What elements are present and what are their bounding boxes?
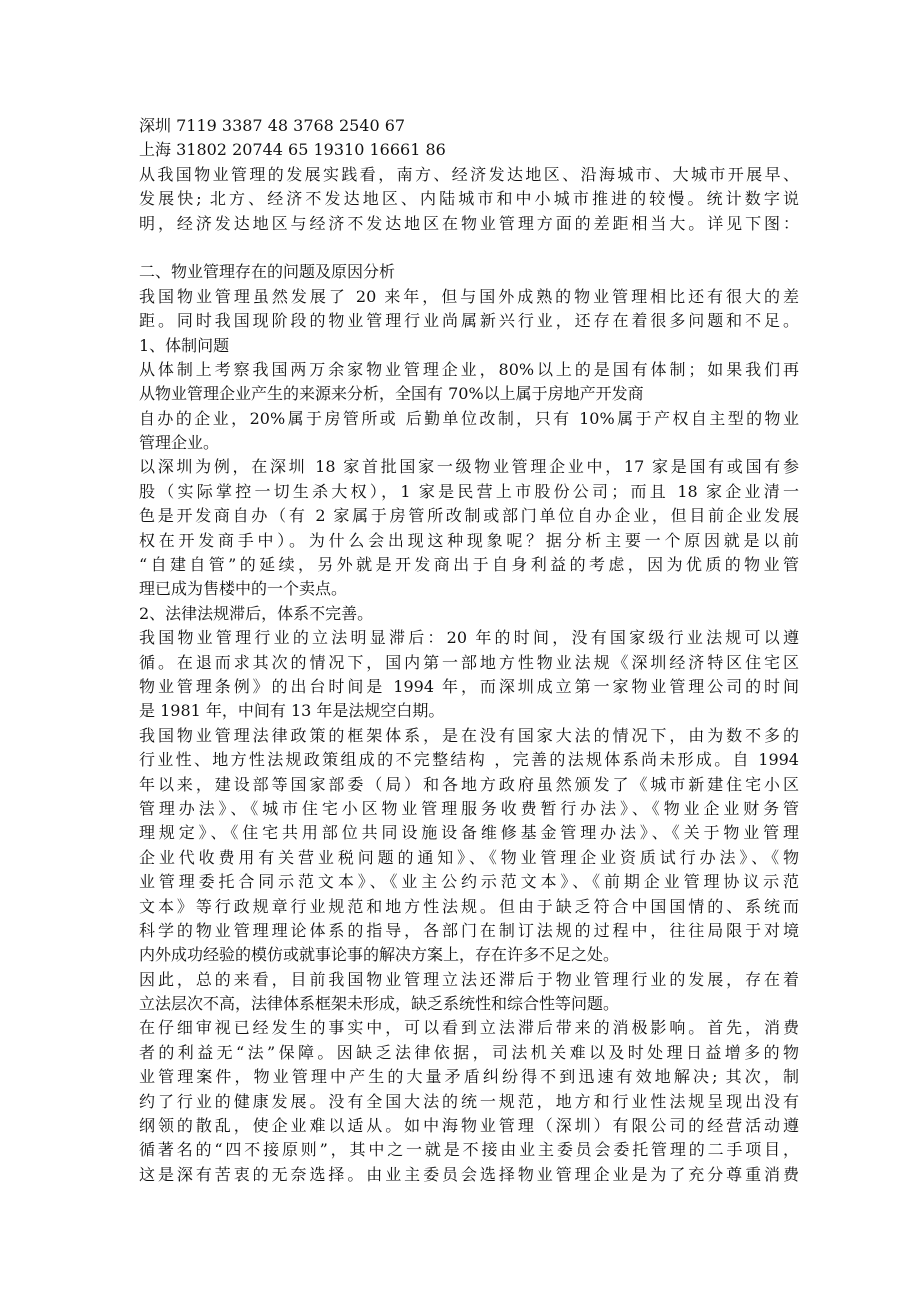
text-line: 上海 31802 20744 65 19310 16661 86 <box>139 140 446 160</box>
text-line: 立法层次不高，法律体系框架未形成，缺乏系统性和综合性等问题。 <box>139 994 620 1014</box>
text-line: 文本》等行政规章行业规范和地方性法规。但由于缺乏符合中国国情的、系统而 <box>139 896 799 916</box>
text-line: 管理办法》、《城市住宅小区物业管理服务收费暂行办法》、《物业企业财务管 <box>139 798 799 818</box>
text-line: 行业性、地方性法规政策组成的不完整结构 ，完善的法规体系尚未形成。自 1994 <box>139 750 799 770</box>
blank-line <box>139 236 799 260</box>
text-line: 二、物业管理存在的问题及原因分析 <box>139 262 396 282</box>
text-line: 发展快; 北方、经济不发达地区、内陆城市和中小城市推进的较慢。统计数字说 <box>139 189 799 209</box>
text-line: 企业代收费用有关营业税问题的通知》、《物业管理企业资质试行办法》、《物 <box>139 847 799 867</box>
text-line: 内外成功经验的模仿或就事论事的解决方案上，存在许多不足之处。 <box>139 945 620 965</box>
document-body <box>139 114 799 1187</box>
text-line: 是 1981 年，中间有 13 年是法规空白期。 <box>139 701 445 721</box>
text-line: 因此，总的来看，目前我国物业管理立法还滞后于物业管理行业的发展，存在着 <box>139 969 799 989</box>
text-line: 股（实际掌控一切生杀大权），1 家是民营上市股份公司；而且 18 家企业清一 <box>139 481 799 501</box>
text-line: 权在开发商手中）。为什么会出现这种现象呢？据分析主要一个原因就是以前 <box>139 530 799 550</box>
text-line: 业管理案件，物业管理中产生的大量矛盾纠纷得不到迅速有效地解决; 其次，制 <box>139 1067 799 1087</box>
text-line: 明，经济发达地区与经济不发达地区在物业管理方面的差距相当大。详见下图： <box>139 213 799 233</box>
text-line: 业管理委托合同示范文本》、《业主公约示范文本》、《前期企业管理协议示范 <box>139 872 799 892</box>
text-line: 以深圳为例，在深圳 18 家首批国家一级物业管理企业中，17 家是国有或国有参 <box>139 457 799 477</box>
text-line: “自建自管”的延续，另外就是开发商出于自身利益的考虑，因为优质的物业管 <box>139 555 799 575</box>
text-line: 距。同时我国现阶段的物业管理行业尚属新兴行业，还存在着很多问题和不足。 <box>139 311 799 331</box>
text-line: 深圳 7119 3387 48 3768 2540 67 <box>139 116 406 135</box>
text-line: 者的利益无“法”保障。因缺乏法律依据，司法机关难以及时处理日益增多的物 <box>139 1042 799 1062</box>
text-line: 循。在退而求其次的情况下，国内第一部地方性物业法规《深圳经济特区住宅区 <box>139 652 799 672</box>
text-line: 约了行业的健康发展。没有全国大法的统一规范，地方和行业性法规呈现出没有 <box>139 1091 799 1111</box>
text-line: 科学的物业管理理论体系的指导，各部门在制订法规的过程中，往往局限于对境 <box>139 920 799 940</box>
text-line: 我国物业管理法律政策的框架体系，是在没有国家大法的情况下，由为数不多的 <box>139 725 799 745</box>
text-line: 年以来，建设部等国家部委（局）和各地方政府虽然颁发了《城市新建住宅小区 <box>139 774 799 794</box>
text-line: 这是深有苦衷的无奈选择。由业主委员会选择物业管理企业是为了充分尊重消费 <box>139 1164 799 1184</box>
text-line: 从体制上考察我国两万余家物业管理企业，80%以上的是国有体制；如果我们再 <box>139 359 799 379</box>
text-line: 自办的企业，20%属于房管所或 后勤单位改制，只有 10%属于产权自主型的物业 <box>139 408 799 428</box>
text-line: 理已成为售楼中的一个卖点。 <box>139 579 348 599</box>
text-line: 从物业管理企业产生的来源来分析，全国有 70%以上属于房地产开发商 <box>139 384 644 404</box>
text-line: 1、体制问题 <box>139 335 230 355</box>
text-line: 纲领的散乱，使企业难以适从。如中海物业管理（深圳）有限公司的经营活动遵 <box>139 1116 799 1136</box>
text-line: 物业管理条例》的出台时间是 1994 年，而深圳成立第一家物业管理公司的时间 <box>139 676 799 696</box>
text-line: 色是开发商自办（有 2 家属于房管所改制或部门单位自办企业，但目前企业发展 <box>139 506 799 526</box>
text-line: 管理企业。 <box>139 433 220 453</box>
text-line: 2、法律法规滞后，体系不完善。 <box>139 603 374 623</box>
text-line: 循著名的“四不接原则”，其中之一就是不接由业主委员会委托管理的二手项目， <box>139 1140 799 1160</box>
text-line: 从我国物业管理的发展实践看，南方、经济发达地区、沿海城市、大城市开展早、 <box>139 164 799 184</box>
text-line: 理规定》、《住宅共用部位共同设施设备维修基金管理办法》、《关于物业管理 <box>139 823 799 843</box>
text-line: 我国物业管理虽然发展了 20 来年，但与国外成熟的物业管理相比还有很大的差 <box>139 286 799 306</box>
text-line: 在仔细审视已经发生的事实中，可以看到立法滞后带来的消极影响。首先，消费 <box>139 1018 799 1038</box>
text-line: 我国物业管理行业的立法明显滞后：20 年的时间，没有国家级行业法规可以遵 <box>139 628 799 648</box>
